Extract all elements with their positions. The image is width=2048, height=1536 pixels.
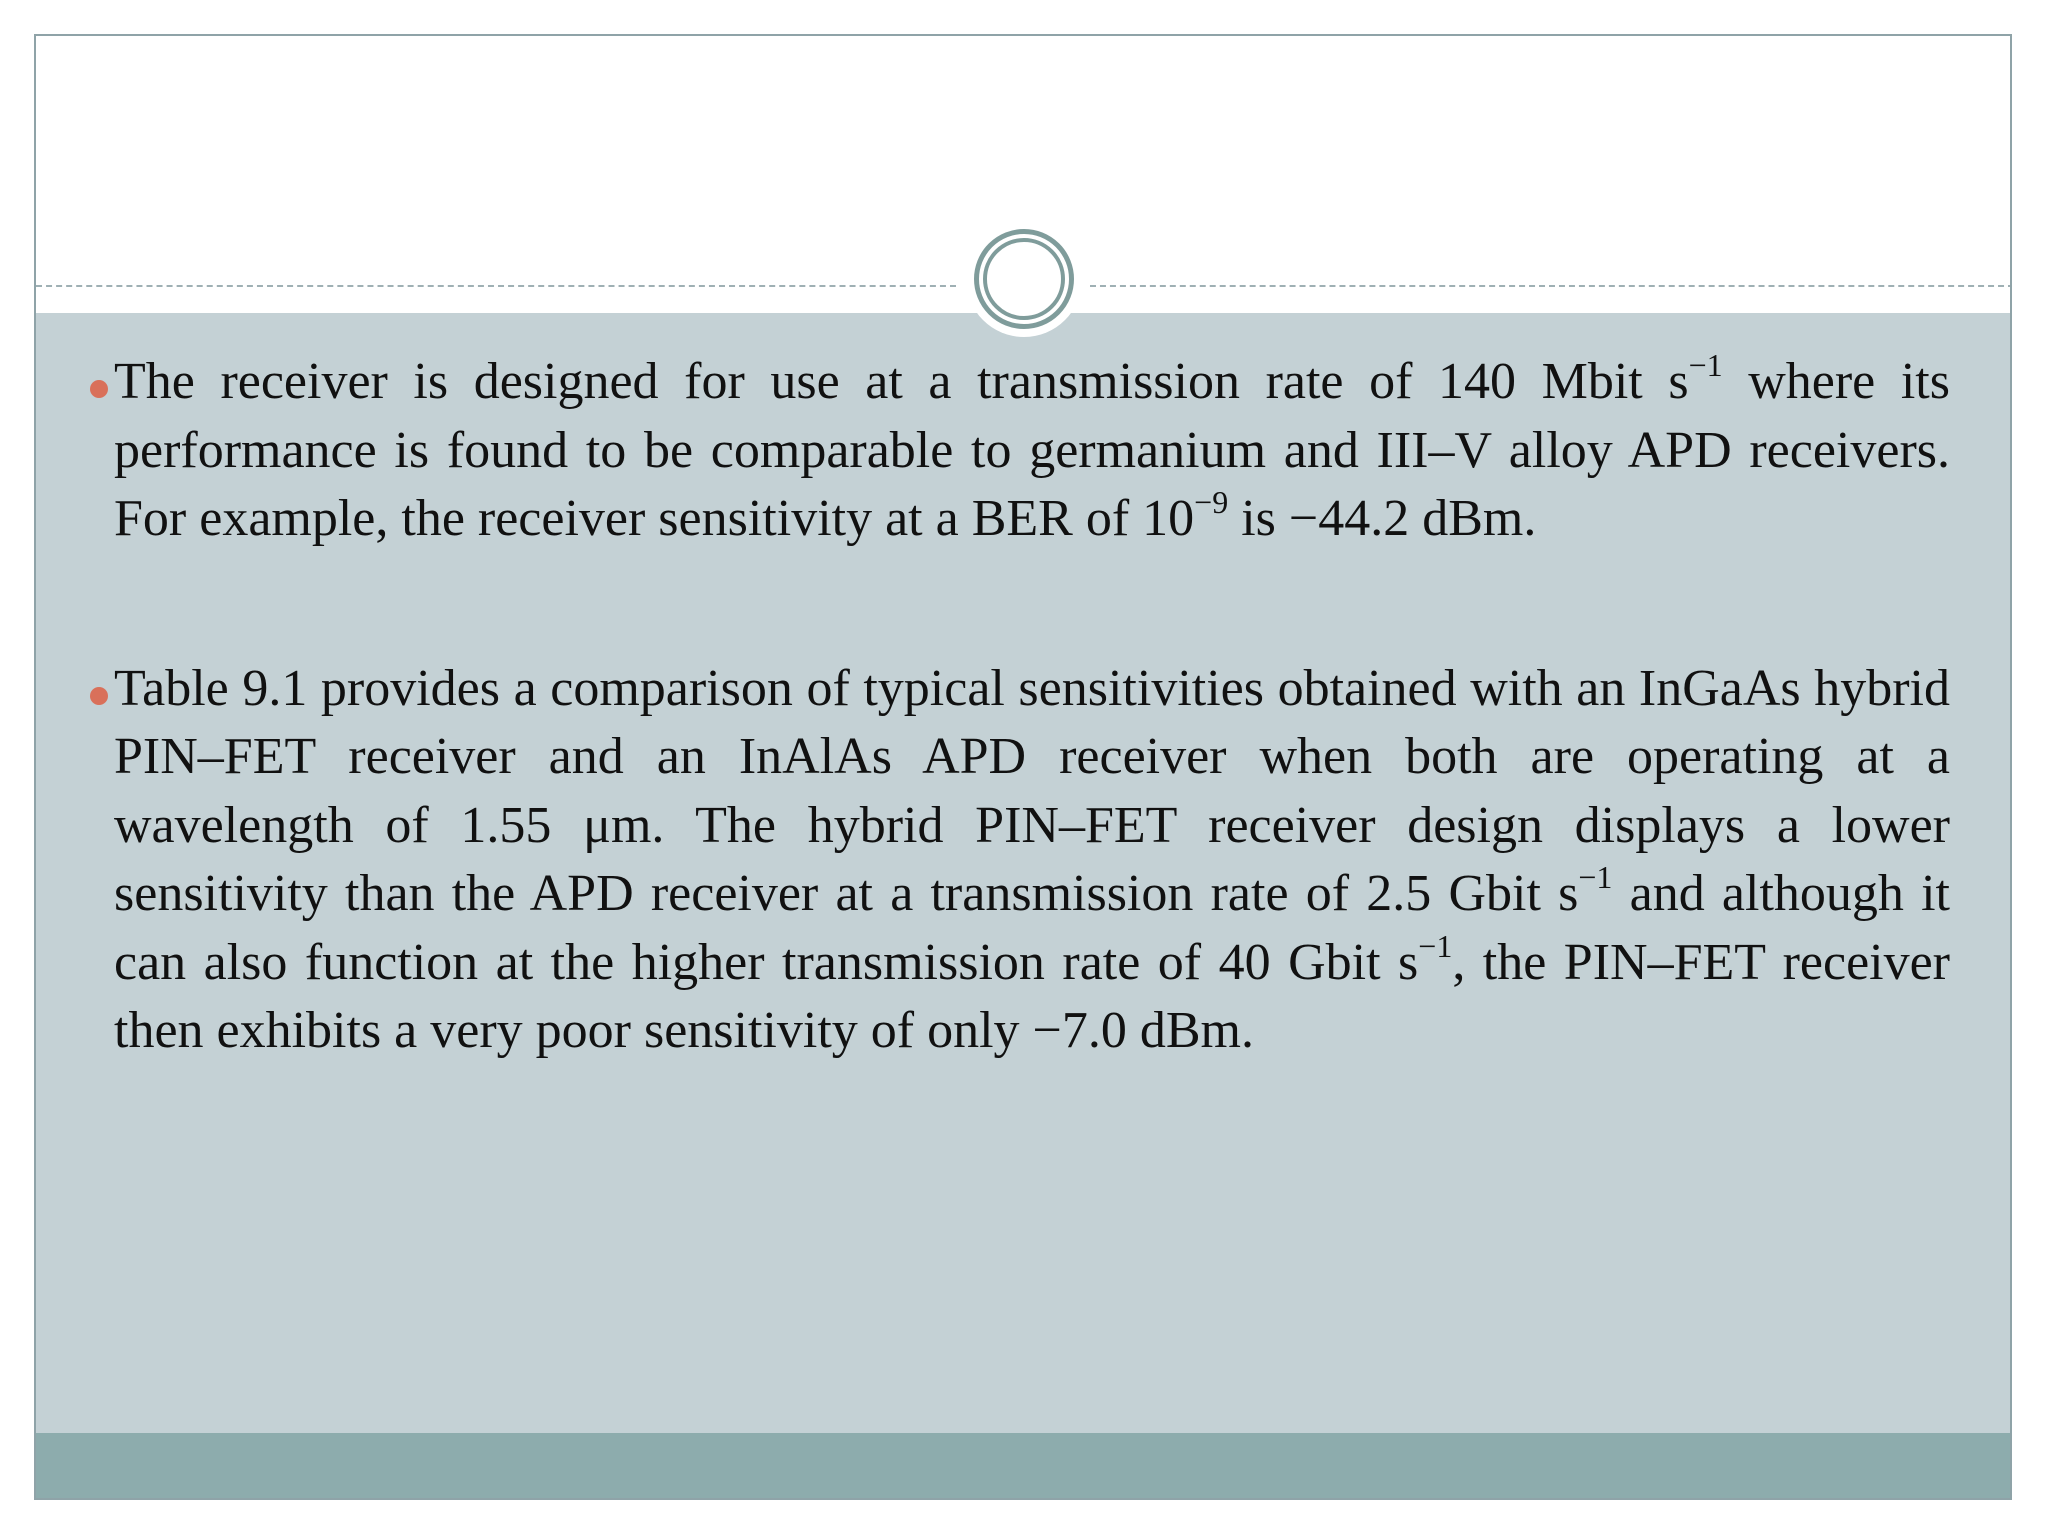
header-divider-right xyxy=(1090,285,2012,287)
bullet-item xyxy=(114,348,1950,554)
bullet-text-segment: and although it can also function at the higher transmission rate of 40 Gbit s xyxy=(114,865,1951,991)
superscript-exponent: −1 xyxy=(1578,859,1613,895)
ornament-inner-ring-icon xyxy=(983,238,1065,320)
header-divider-left xyxy=(36,285,956,287)
bullet-text-segment: Table 9.1 provides a comparison of typical sensitivities obtained with an InGaAs hybrid PIN–FET receiver and an InAlAs APD receiver when both are operating at a wavelength of 1.55 μm. The hybrid PIN–FET receiver design displays a lower sensitivity than the APD receiver at a transmission rate of 2.5 Gbit s xyxy=(114,659,1950,922)
bullet-list xyxy=(114,348,1950,1167)
bullet-text-segment: is −44.2 dBm. xyxy=(1228,490,1537,547)
bullet-dot-icon xyxy=(90,380,108,398)
superscript-exponent: −1 xyxy=(1418,927,1453,964)
footer-band xyxy=(36,1433,2010,1500)
bullet-text-segment: The receiver is designed for use at a transmission rate of 140 Mbit s xyxy=(114,353,1689,410)
bullet-text-segment: where its performance is found to be comparable to germanium and III–V alloy APD receivers. For example, the receiver sensitivity at a BER of 10 xyxy=(114,353,1950,547)
superscript-exponent: −1 xyxy=(1688,347,1723,383)
bullet-dot-icon xyxy=(90,687,108,705)
bullet-item xyxy=(114,655,1950,1066)
bullet-text-segment: , the PIN–FET receiver then exhibits a very poor sensitivity of only −7.0 dBm. xyxy=(114,933,1950,1059)
superscript-exponent: −9 xyxy=(1194,484,1229,520)
